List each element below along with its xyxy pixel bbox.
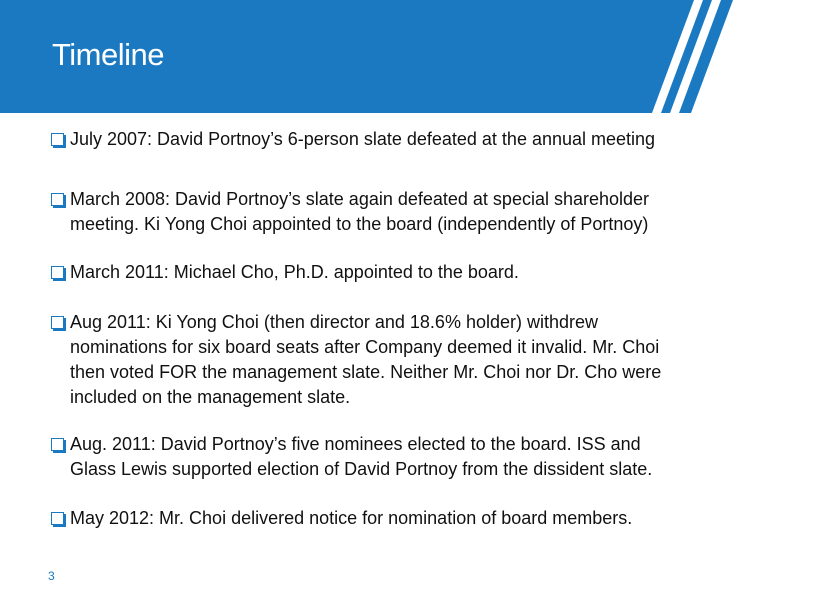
bullet-line: included on the management slate. — [70, 387, 351, 407]
bullet-text — [51, 127, 791, 152]
bullet-line: Aug. 2011: David Portnoy’s five nominees elected to the board. ISS and — [70, 434, 641, 454]
bullet-line: Aug 2011: Ki Yong Choi (then director and 18.6% holder) withdrew — [70, 312, 599, 332]
checkbox-square-icon — [51, 193, 64, 206]
bullet-text — [51, 310, 791, 410]
slide-header — [0, 0, 820, 113]
checkbox-square-icon — [51, 133, 64, 146]
checkbox-square-icon — [51, 512, 64, 525]
bullet-item — [51, 432, 791, 482]
bullet-line: March 2008: David Portnoy’s slate again defeated at special shareholder — [70, 189, 650, 209]
page-number: 3 — [48, 569, 55, 583]
checkbox-square-icon — [51, 316, 64, 329]
bullet-line: meeting. Ki Yong Choi appointed to the board (independently of Portnoy) — [70, 214, 649, 234]
bullet-item — [51, 310, 791, 410]
bullet-item — [51, 187, 791, 237]
bullet-item — [51, 506, 791, 531]
bullet-text — [51, 187, 791, 237]
checkbox-square-icon — [51, 438, 64, 451]
checkbox-square-icon — [51, 266, 64, 279]
bullet-line: nominations for six board seats after Company deemed it invalid. Mr. Choi — [70, 337, 660, 357]
bullet-text — [51, 432, 791, 482]
slide-title: Timeline — [52, 37, 164, 72]
bullet-line: then voted FOR the management slate. Neither Mr. Choi nor Dr. Cho were — [70, 362, 662, 382]
bullet-item — [51, 127, 791, 152]
bullet-text — [51, 506, 791, 531]
bullet-line: May 2012: Mr. Choi delivered notice for nomination of board members. — [70, 508, 633, 528]
bullet-line: Glass Lewis supported election of David Portnoy from the dissident slate. — [70, 459, 653, 479]
bullet-text — [51, 260, 791, 285]
bullet-line: March 2011: Michael Cho, Ph.D. appointed to the board. — [70, 262, 519, 282]
bullet-line: July 2007: David Portnoy’s 6-person slate defeated at the annual meeting — [70, 129, 656, 149]
bullet-item — [51, 260, 791, 285]
